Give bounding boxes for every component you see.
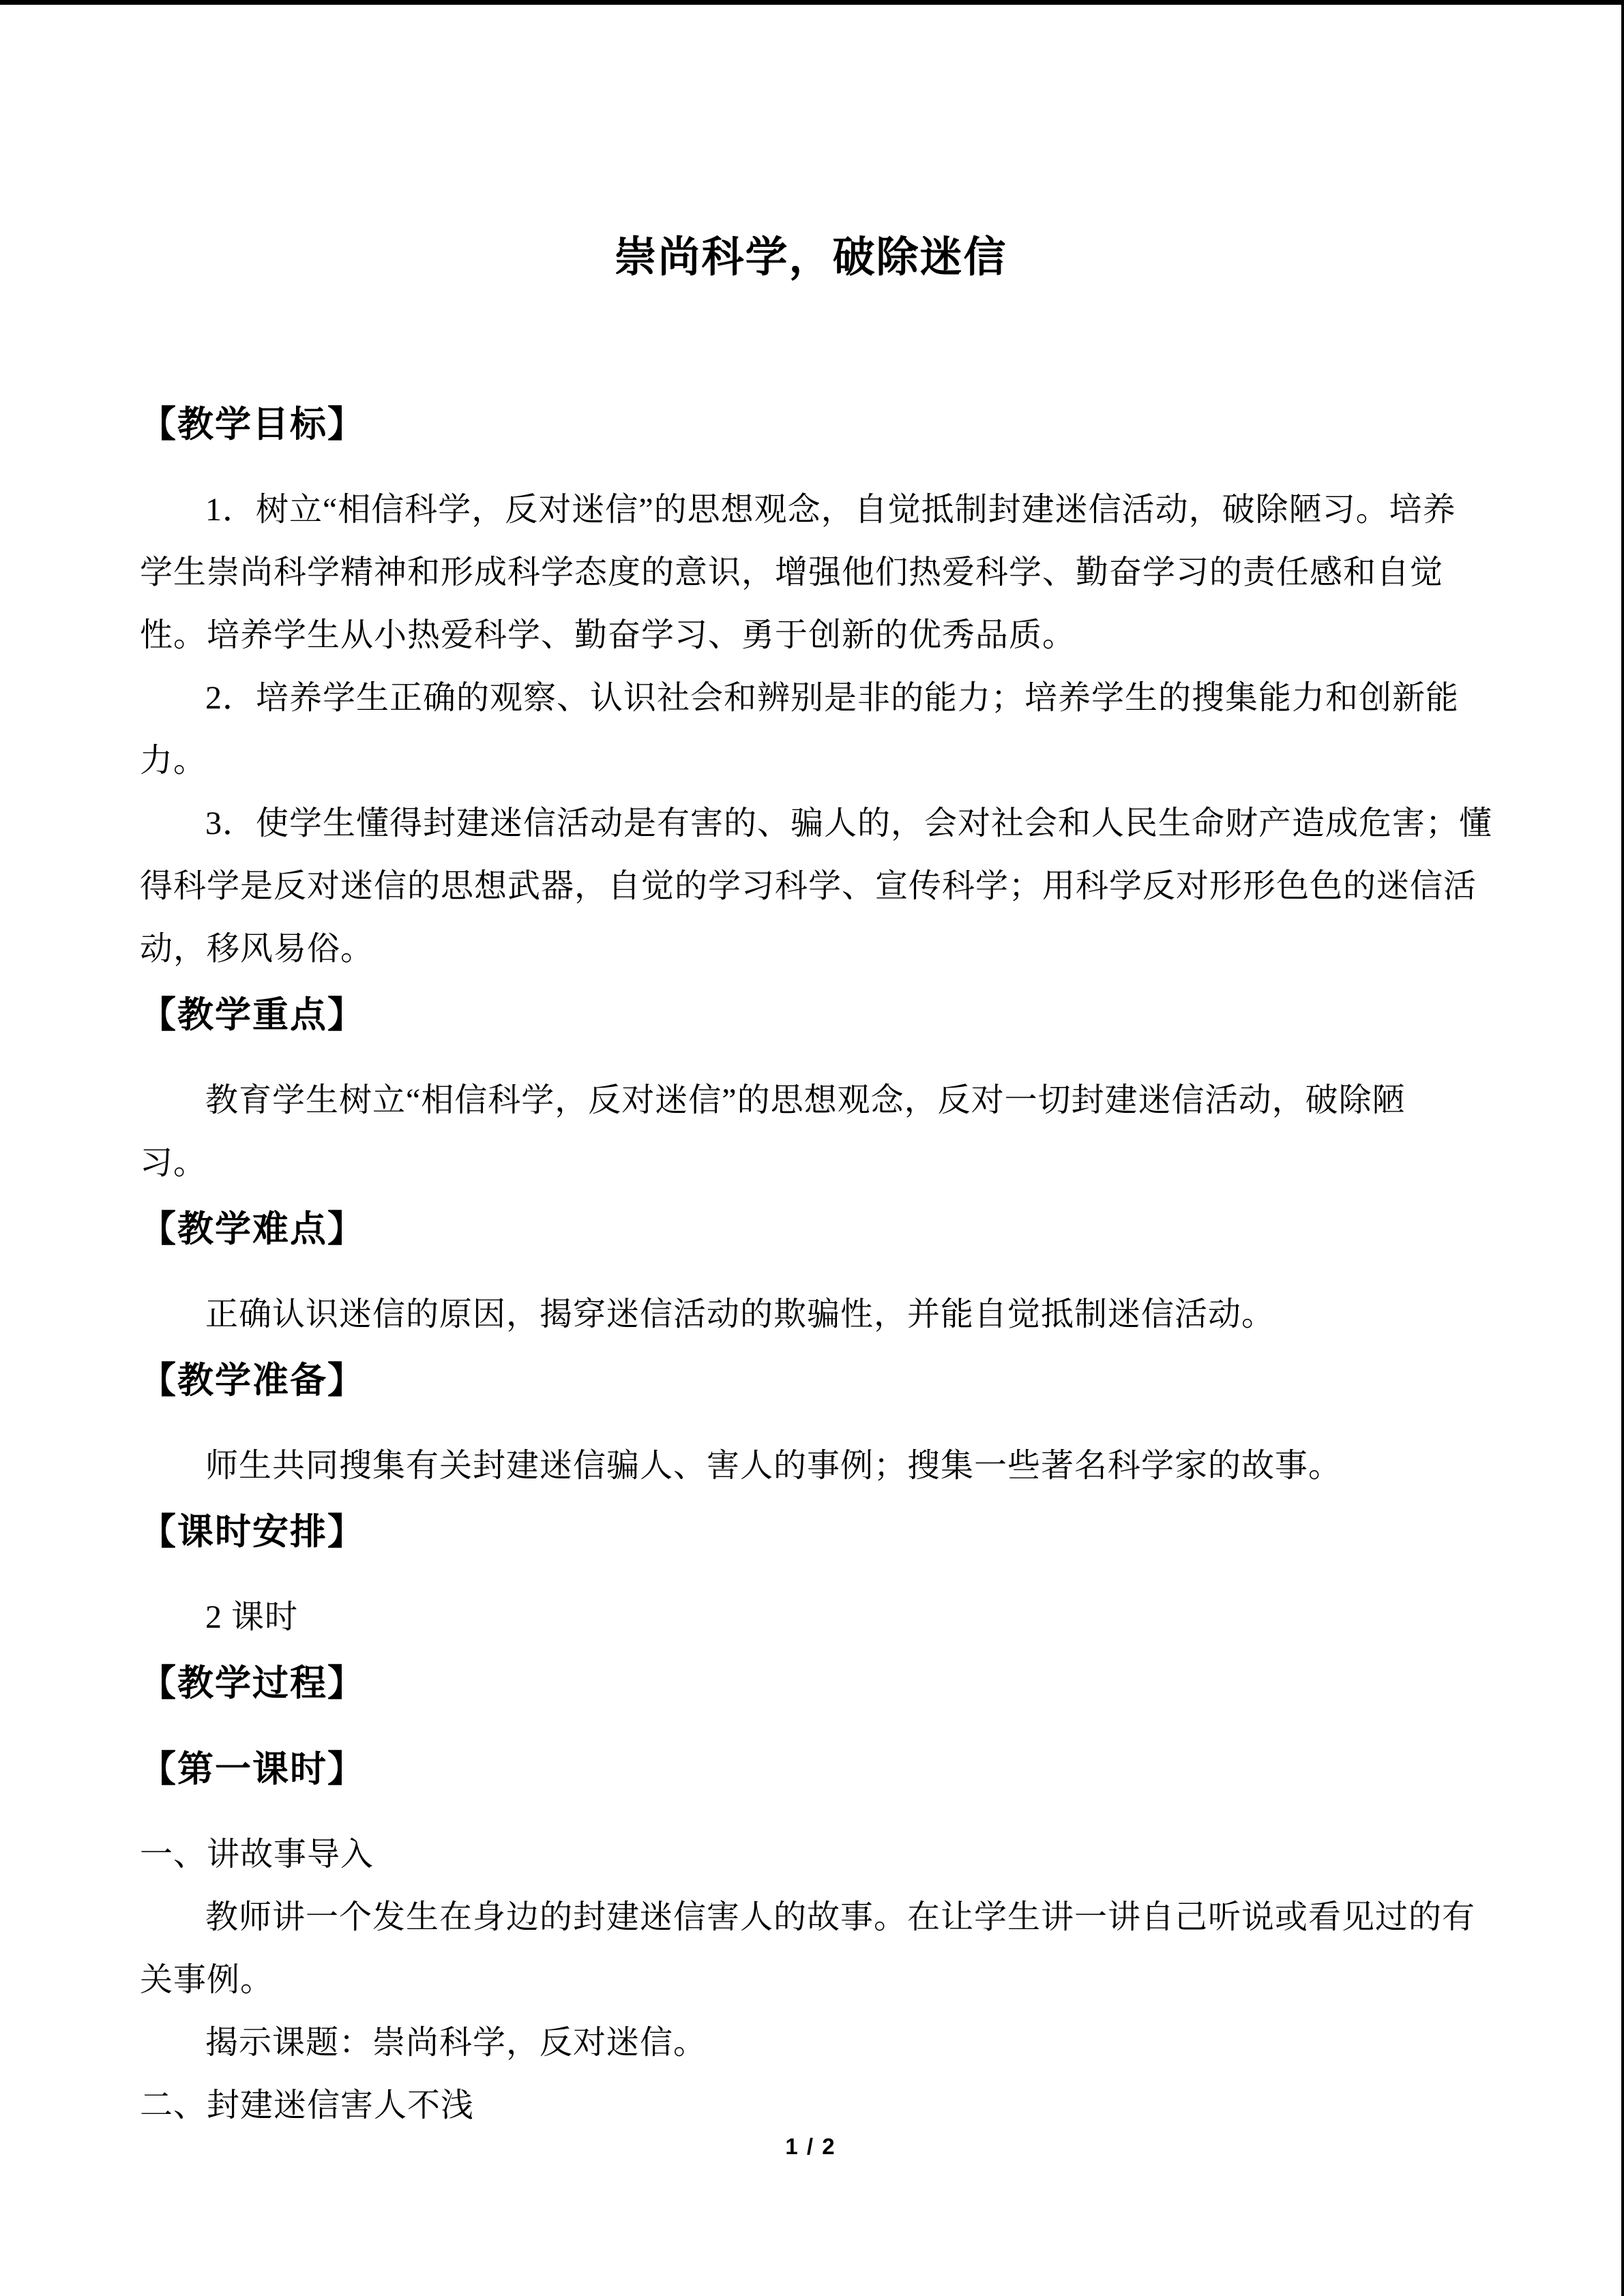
body-line: 习。 — [140, 1145, 207, 1181]
document-body — [140, 390, 1524, 2137]
body-line: 关事例。 — [140, 1962, 274, 1998]
body-line: 性。培养学生从小热爱科学、勤奋学习、勇于创新的优秀品质。 — [140, 617, 1076, 653]
section-heading: 【教学目标】 — [140, 405, 365, 445]
body-line: 3．使学生懂得封建迷信活动是有害的、骗人的，会对社会和人民生命财产造成危害；懂 — [205, 805, 1493, 841]
body-line: 揭示课题：崇尚科学，反对迷信。 — [205, 2025, 707, 2061]
section-heading: 【教学重点】 — [140, 996, 365, 1035]
body-line: 正确认识迷信的原因，揭穿迷信活动的欺骗性，并能自觉抵制迷信活动。 — [205, 1296, 1275, 1332]
document-title: 崇尚科学，破除迷信 — [614, 235, 1007, 281]
body-line: 得科学是反对迷信的思想武器，自觉的学习科学、宣传科学；用科学反对形形色色的迷信活 — [140, 868, 1477, 904]
section-heading: 【第一课时】 — [140, 1750, 365, 1789]
body-line: 一、讲故事导入 — [140, 1836, 374, 1873]
body-line: 1．树立“相信科学，反对迷信”的思想观念，自觉抵制封建迷信活动，破除陋习。培养 — [205, 492, 1456, 528]
section-heading: 【教学过程】 — [140, 1664, 365, 1703]
section-heading: 【教学准备】 — [140, 1361, 365, 1401]
body-line: 师生共同搜集有关封建迷信骗人、害人的事例；搜集一些著名科学家的故事。 — [205, 1448, 1342, 1484]
body-line: 动，移风易俗。 — [140, 931, 374, 967]
body-line: 力。 — [140, 743, 207, 779]
section-heading: 【课时安排】 — [140, 1512, 365, 1552]
body-line: 二、封建迷信害人不浅 — [140, 2087, 475, 2123]
body-line: 学生崇尚科学精神和形成科学态度的意识，增强他们热爱科学、勤奋学习的责任感和自觉 — [140, 554, 1444, 591]
section-heading: 【教学难点】 — [140, 1210, 365, 1249]
page-number: 1 / 2 — [785, 2134, 836, 2159]
body-line: 2．培养学生正确的观察、认识社会和辨别是非的能力；培养学生的搜集能力和创新能 — [205, 680, 1460, 716]
body-line: 2 课时 — [205, 1599, 299, 1635]
body-line: 教师讲一个发生在身边的封建迷信害人的故事。在让学生讲一讲自己听说或看见过的有 — [205, 1899, 1476, 1935]
body-line: 教育学生树立“相信科学，反对迷信”的思想观念，反对一切封建迷信活动，破除陋 — [205, 1082, 1406, 1118]
